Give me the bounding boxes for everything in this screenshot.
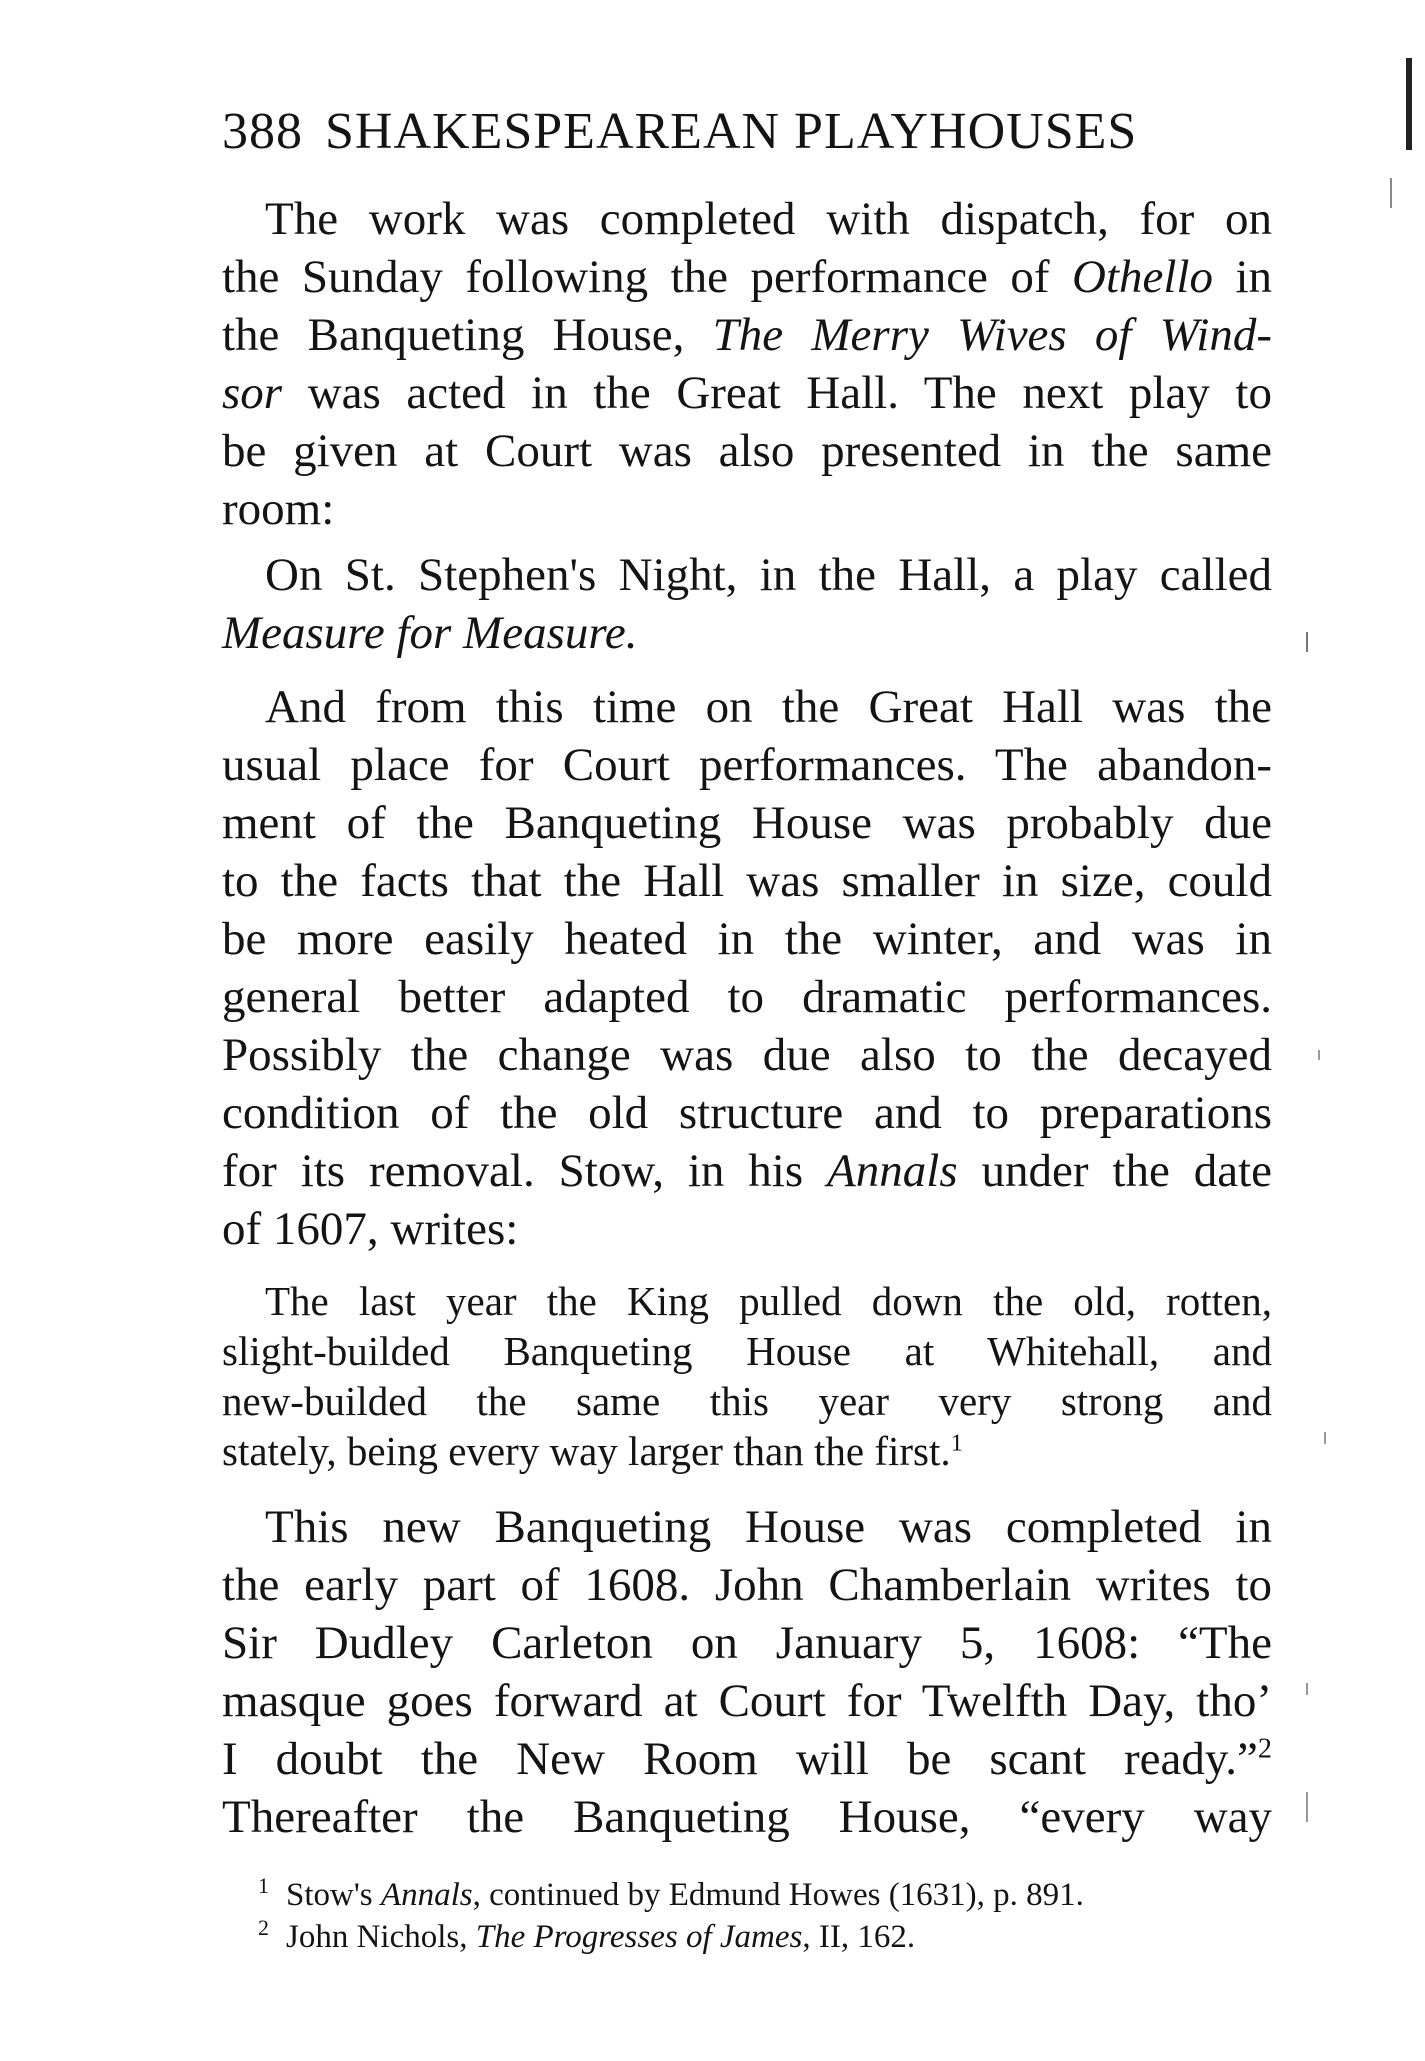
text-line: masque goes forward at Court for Twelfth Day, tho’ [222, 1675, 1272, 1727]
scan-edge-mark [1390, 178, 1392, 208]
text-line: for its removal. Stow, in his Annals under the date [222, 1145, 1272, 1197]
scan-edge-mark [1318, 1050, 1320, 1060]
text-line: be more easily heated in the winter, and was in [222, 913, 1272, 965]
scan-edge-mark [1324, 1432, 1326, 1444]
text-line: usual place for Court performances. The abandon- [222, 739, 1272, 791]
scan-edge-mark [1306, 1792, 1308, 1822]
page-number: 388 [222, 103, 303, 160]
text-line: And from this time on the Great Hall was the [265, 681, 1272, 733]
text-line: general better adapted to dramatic performances. [222, 971, 1272, 1023]
text-line: ment of the Banqueting House was probably due [222, 797, 1272, 849]
text-line: the Banqueting House, The Merry Wives of Wind- [222, 309, 1272, 361]
text-line: be given at Court was also presented in the same [222, 425, 1272, 477]
text-line: I doubt the New Room will be scant ready.”$^2$ [222, 1733, 1272, 1785]
italic-title: The Merry Wives of Wind- [712, 309, 1272, 361]
quote-line: On St. Stephen's Night, in the Hall, a play called [265, 549, 1272, 601]
footnote-mark: 1 [258, 1873, 269, 1898]
quote-line: slight-builded Banqueting House at Whitehall, and [222, 1328, 1272, 1374]
text-line: room: [222, 483, 335, 535]
text-line: the Sunday following the performance of Othello in [222, 251, 1273, 303]
text-line: of 1607, writes: [222, 1203, 519, 1255]
italic-title: Othello [1072, 251, 1213, 303]
footnote-ref: 1 [950, 1429, 963, 1457]
italic-title: Annals [827, 1145, 958, 1197]
text-line: This new Banqueting House was completed in [265, 1501, 1272, 1553]
scan-edge-mark [1306, 632, 1308, 652]
footnote: 1 Stow's Annals, continued by Edmund Howes (1631), p. 891. [258, 1866, 1084, 1915]
italic-title: Annals [380, 1877, 473, 1913]
scan-edge-mark [1306, 1683, 1308, 1695]
running-title: SHAKESPEAREAN PLAYHOUSES [325, 103, 1138, 160]
italic-title: sor [222, 367, 283, 419]
text-line: condition of the old structure and to preparations [222, 1087, 1272, 1139]
text-line: The work was completed with dispatch, for on [265, 193, 1272, 245]
quote-line: new-builded the same this year very strong and [222, 1378, 1272, 1424]
italic-title: The Progresses of James [475, 1919, 803, 1955]
text-line: Possibly the change was due also to the decayed [222, 1029, 1272, 1081]
footnote: 2 John Nichols, The Progresses of James, II, 162. [258, 1908, 915, 1957]
text-line: Sir Dudley Carleton on January 5, 1608: “The [222, 1617, 1272, 1669]
footnote-ref: 2 [1257, 1733, 1272, 1765]
quote-line: The last year the King pulled down the old, rotten, [265, 1278, 1272, 1324]
text-line: the early part of 1608. John Chamberlain writes to [222, 1559, 1272, 1611]
text-line: to the facts that the Hall was smaller in size, could [222, 855, 1272, 907]
running-header [222, 102, 1137, 161]
footnote-mark: 2 [258, 1915, 269, 1940]
quote-line: stately, being every way larger than the first.$^1$ [222, 1428, 963, 1474]
text-line: sor was acted in the Great Hall. The next play to [222, 367, 1272, 419]
quote-line [222, 604, 1272, 662]
scan-edge-mark [1406, 58, 1412, 150]
italic-title: Measure for Measure. [222, 607, 638, 659]
text-line: Thereafter the Banqueting House, “every way [222, 1791, 1272, 1843]
